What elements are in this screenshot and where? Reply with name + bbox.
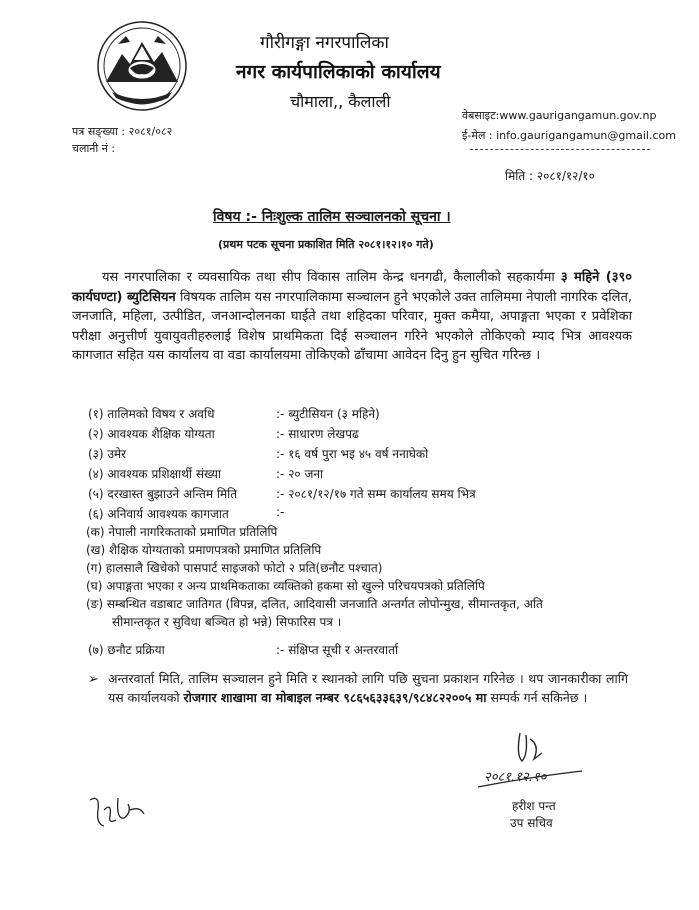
intro-text-2: विषयक तालिम यस नगरपालिकामा सञ्चालन हुने भएकोले उक्त तालिममा नेपाली नागरिक दलित, जनजाति, महिला, उत्पीडित, जनआन्दोलनका घाईते तथा शहिदका परिवार, मुक्त कमैया, अपाङ्गता भएका र प्रवेशिका परीक्षा अनुत्तीर्ण युवायुवतीहरुलाई विशेष प्राथमिकता दिई सञ्चालन गरिने भएकोले तोकिएको म्याद भित्र आवश्यक कागजात सहित यस कार्यालय वा वडा कार्यालयमा तोकिएको ढाँचामा आवेदन दिनु हुन सुचित गरिन्छ ।	[72, 289, 632, 364]
document-item: (ङ) सम्बन्धित वडाबाट जातिगत (विपन्न, दलित, आदिवासी जनजाति अन्तर्गत लोपोन्मुख, सीमान्तकृत, अति	[86, 597, 543, 611]
reference-number: पत्र सङ्ख्या : २०८१/०८२	[72, 125, 173, 138]
intro-text-1: यस नगरपालिका र व्यवसायिक तथा सीप विकास तालिम केन्द्र धनगढी, कैलालीको सहकार्यमा	[102, 270, 561, 285]
detail-value: :- ब्युटीसियन (३ महिने)	[276, 407, 380, 421]
selection-value: :- संक्षिप्त सूची र अन्तरवार्ता	[276, 643, 399, 657]
handwritten-signature	[470, 725, 590, 795]
detail-value: :- १६ वर्ष पुरा भइ ४५ वर्ष ननाघेको	[276, 447, 429, 461]
document-item: (क) नेपाली नागरिकताको प्रमाणित प्रतिलिपि	[86, 525, 278, 539]
detail-value: :-	[276, 505, 285, 519]
email-address[interactable]: info.gaurigangamun@gmail.com	[496, 129, 676, 142]
contact-note	[108, 669, 628, 707]
nepal-emblem-logo	[96, 20, 188, 112]
detail-label: (१) तालिमको विषय र अवधि	[88, 407, 215, 421]
detail-label: (२) आवश्यक शैक्षिक योग्यता	[88, 427, 215, 441]
signature-date: २०८१.१२.१०	[484, 770, 547, 785]
email-label: ई-मेल :	[462, 129, 493, 142]
detail-value: :- २०८१/१२/१७ गते सम्म कार्यालय समय भित्र	[276, 487, 476, 501]
intro-paragraph	[72, 268, 632, 366]
website-url[interactable]: www.gaurigangamun.gov.np	[499, 109, 657, 122]
dispatch-number: चलानी नं :	[72, 142, 116, 155]
handwritten-initials	[86, 790, 148, 832]
document-item: (घ) अपाङ्गता भएका र अन्य प्राथमिकताका व्यक्तिको हकमा सो खुल्ने परिचयपत्रको प्रतिलिपि	[86, 579, 485, 593]
letter-date: मिति : २०८१/१२/१०	[505, 169, 595, 183]
website-line	[462, 108, 657, 123]
intro-bold: ३ महिने (३९० कार्यघण्टा) ब्युटिसियन	[72, 270, 633, 305]
website-label: वेबसाइट:	[462, 109, 500, 122]
note-text-2: सम्पर्क गर्न सकिनेछ ।	[486, 690, 588, 705]
arrow-bullet-icon: ➢	[88, 672, 99, 687]
document-item: (ख) शैक्षिक योग्यताको प्रमाणपत्रको प्रमाणित प्रतिलिपि	[86, 543, 322, 557]
document-item: (ग) हालसालै खिचेको पासपार्ट साइजको फोटो २ प्रति(छनौट पश्चात)	[86, 561, 383, 575]
signatory-name: हरीश पन्त	[512, 799, 556, 813]
office-address: चौमाला,, कैलाली	[290, 92, 391, 111]
detail-label: (६) अनिवार्य आवश्यक कागजात	[88, 507, 229, 521]
email-line	[462, 128, 676, 143]
header-divider	[470, 149, 650, 150]
detail-label: (५) दरखास्त बुझाउने अन्तिम मिति	[88, 487, 238, 501]
selection-label: (७) छनौट प्रक्रिया	[88, 643, 165, 657]
detail-value: :- २० जना	[276, 467, 324, 481]
signatory-post: उप सचिव	[510, 816, 553, 830]
municipality-name: गौरीगङ्गा नगरपालिका	[260, 33, 389, 53]
note-text-1: अन्तरवार्ता मिति, तालिम सञ्चालन हुने मिति र स्थानको लागि पछि सुचना प्रकाशन गरिनेछ । थप जानकारीका लागि यस कार्यालयको	[108, 671, 628, 705]
document-item-continued: सीमान्तकृत र सुविधा बञ्चित हो भन्ने) सिफारिस पत्र ।	[112, 615, 342, 629]
publication-note: (प्रथम पटक सूचना प्रकाशित मिति २०८१।१२।१० गते)	[218, 238, 434, 251]
notice-subject: विषय :- निःशुल्क तालिम सञ्चालनको सूचना ।	[213, 209, 451, 225]
note-bold: रोजगार शाखामा वा मोबाइल नम्बर ९८६५६३३६३९/९८४८२२००५ मा	[183, 690, 487, 705]
detail-label: (४) आवश्यक प्रशिक्षार्थी संख्या	[88, 467, 222, 481]
detail-value: :- साधारण लेखपढ	[276, 427, 359, 441]
office-name: नगर कार्यपालिकाको कार्यालय	[236, 61, 441, 83]
detail-label: (३) उमेर	[88, 447, 127, 461]
